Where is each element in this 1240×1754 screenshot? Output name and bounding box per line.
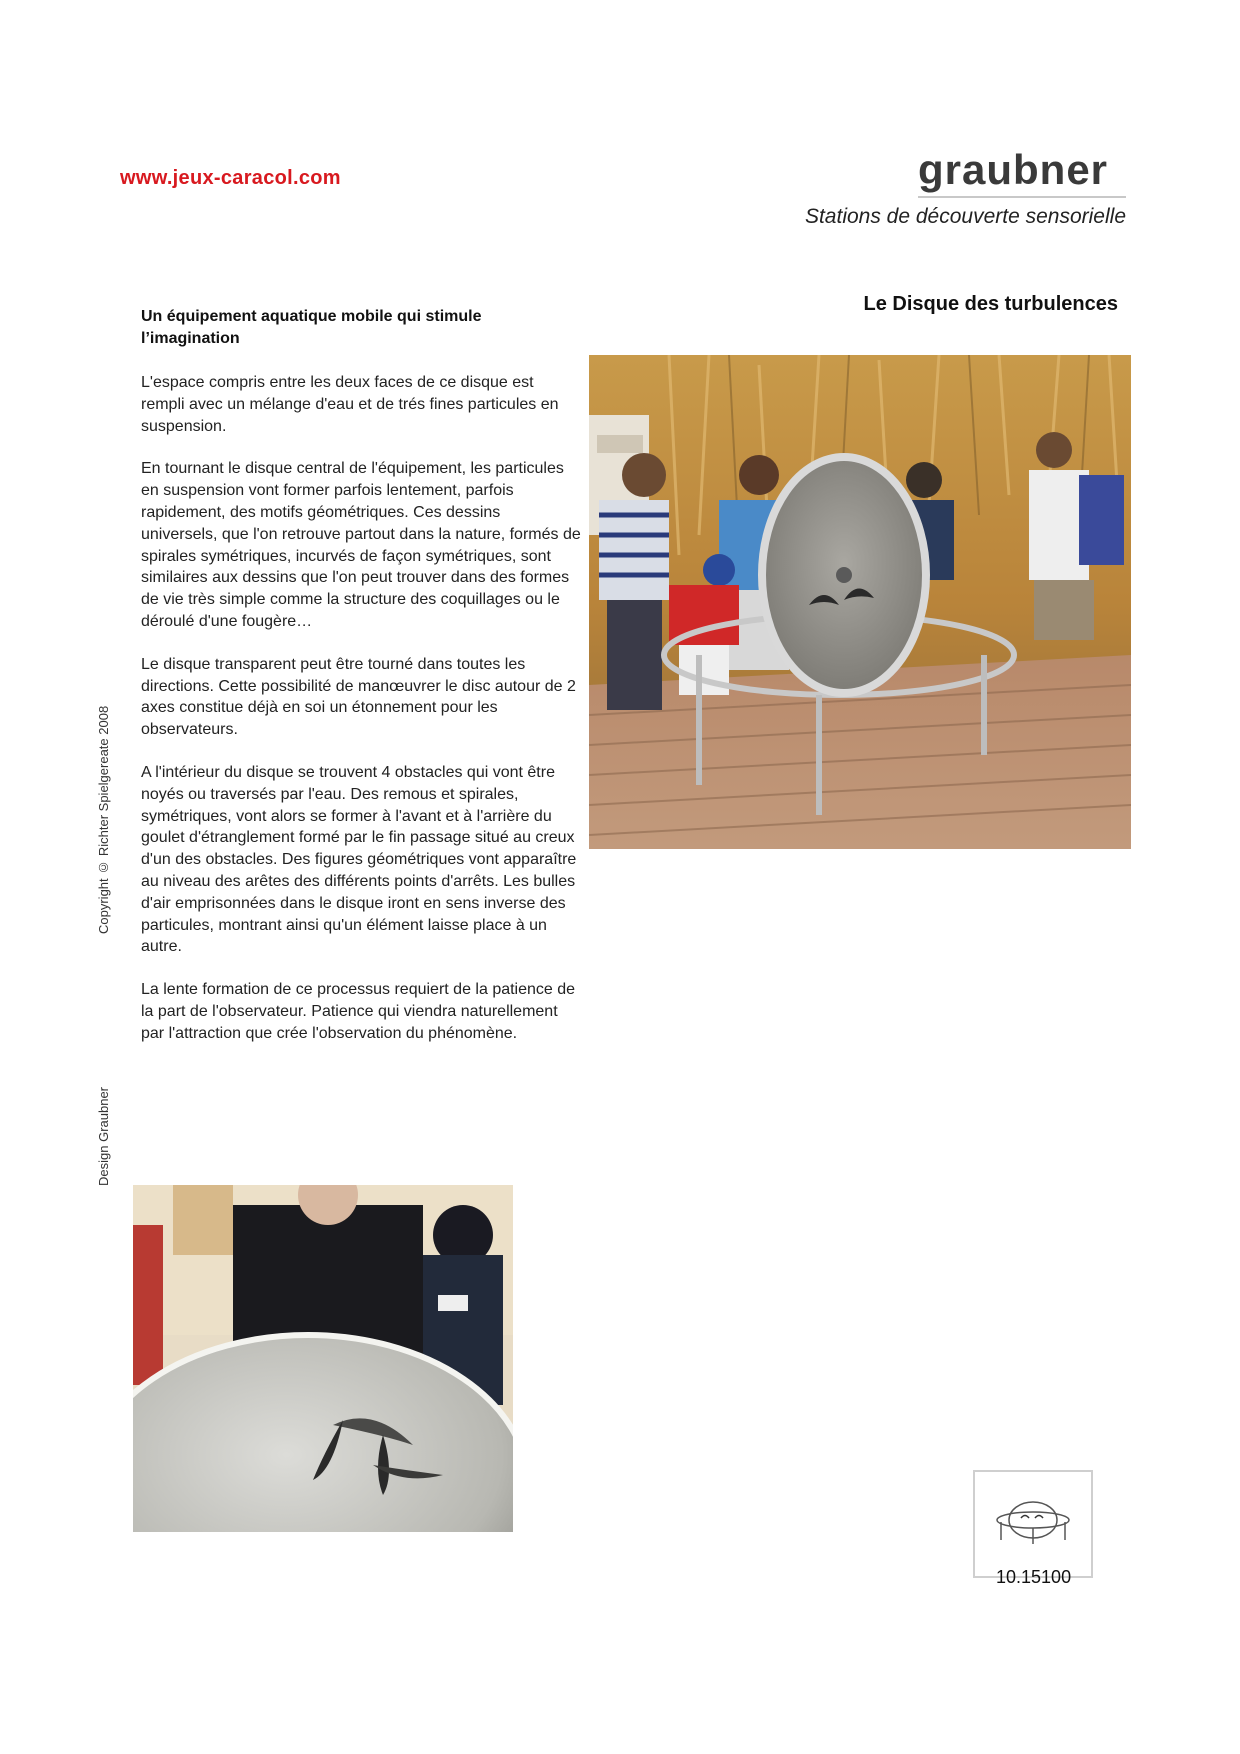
- website-url[interactable]: www.jeux-caracol.com: [120, 167, 341, 189]
- product-reference: 10.15100: [996, 1567, 1072, 1587]
- paragraph-5: La lente formation de ce processus requiert de la patience de la part de l'observateur. Patience qui viendra naturellement par l'attraction que crée l'observation du phénomène.: [141, 981, 576, 1042]
- product-sketch-thumbnail: [973, 1470, 1093, 1578]
- product-photo-closeup: [133, 1185, 513, 1532]
- description: [141, 372, 581, 1066]
- paragraph-3: Le disque transparent peut être tourné dans toutes les directions. Cette possibilité de manœuvrer le disc autour de 2 axes constitue déjà en soi un étonnement pour les observateurs.: [141, 655, 576, 739]
- paragraph-4: A l'intérieur du disque se trouvent 4 obstacles qui vont être noyés ou traversés par l'eau. Des remous et spirales, symétriques, vont alors se former à l'avant et à l'arrière du goulet d'étranglement formé par le fin passage situé au creux d'un des obstacles. Des figures géométriques vont apparaître au niveau des arêtes des différents points d'arrêts. Les bulles d'air emprisonnées dans le disque iront en sens inverse des particules, montrant ainsi qu'un élément laisse place à un autre.: [141, 763, 577, 956]
- brand-logo: graubner: [918, 146, 1109, 193]
- lead-line-1: Un équipement aquatique mobile qui stimule: [141, 308, 482, 325]
- brand-underline: [918, 196, 1126, 198]
- product-photo-outdoor: [589, 355, 1131, 849]
- paragraph-1: L'espace compris entre les deux faces de ce disque est rempli avec un mélange d'eau et de trés fines particules en suspension.: [141, 374, 559, 435]
- product-title: Le Disque des turbulences: [863, 293, 1118, 315]
- tagline: Stations de découverte sensorielle: [804, 205, 1126, 228]
- lead-line-2: l’imagination: [141, 330, 240, 347]
- lead-heading: [141, 306, 541, 350]
- copyright-note: Copyright © Richter Spielgereate 2008: [96, 705, 111, 934]
- paragraph-2: En tournant le disque central de l'équipement, les particules en suspension vont former parfois lentement, parfois rapidement, des motifs géométriques. Ces dessins universels, que l'on retrouve partout dans la nature, formés de spirales symétriques, incurvés de façon symétriques, sont similaires aux dessins que l'on peut trouver dans des formes de vie très simple comme la structure des coquillages ou le déroulé d'une fougère…: [141, 460, 581, 630]
- design-credit: Design Graubner: [96, 1087, 111, 1186]
